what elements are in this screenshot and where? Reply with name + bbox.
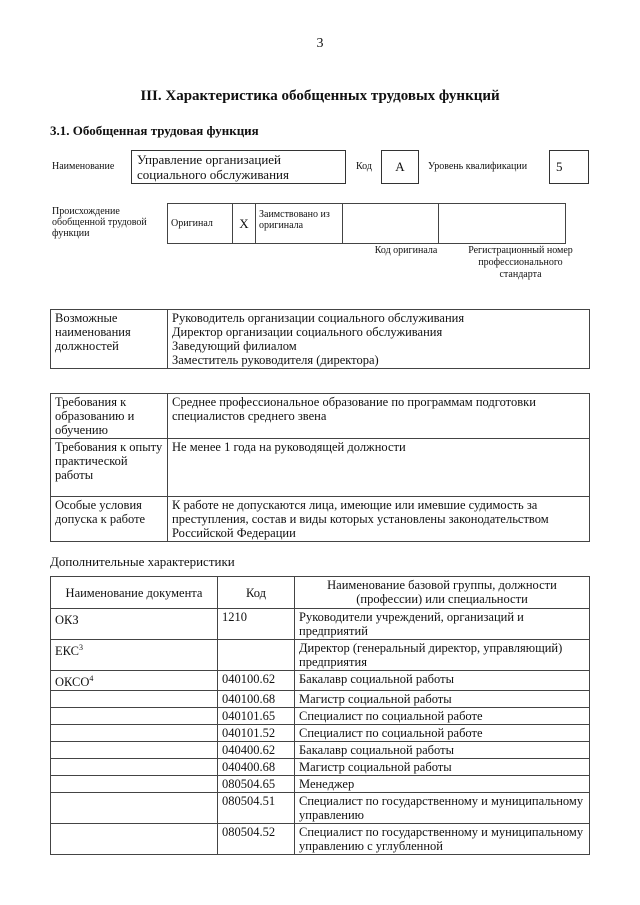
table-row [51, 725, 590, 742]
table-row [51, 759, 590, 776]
row-document [51, 691, 218, 708]
position-item: Руководитель организации социального обслуживания [172, 311, 465, 325]
row-document-text: ЕКС [55, 644, 79, 659]
row-code: 040100.62 [218, 671, 295, 691]
page-number: 3 [316, 36, 324, 51]
registration-number-cell [439, 204, 566, 244]
row-code: 080504.52 [218, 824, 295, 855]
row-document [51, 742, 218, 759]
table-row [51, 671, 590, 691]
row-document [51, 759, 218, 776]
level-value-box: 5 [549, 150, 589, 184]
additional-table [50, 576, 590, 855]
row-document-text: ОКСО [55, 675, 90, 690]
experience-label: Требования к опыту практической работы [51, 439, 168, 497]
row-code: 080504.51 [218, 793, 295, 824]
table-row [51, 824, 590, 855]
subsection-title: 3.1. Обобщенная трудовая функция [50, 123, 259, 138]
row-name: Руководители учреждений, организаций и предприятий [295, 609, 590, 640]
row-name: Специалист по государственному и муниципальному управлению с углубленной [295, 824, 590, 855]
table-row [51, 691, 590, 708]
level-label: Уровень квалификации [428, 161, 528, 172]
row-document [51, 609, 218, 640]
footnote-ref: 3 [79, 643, 83, 652]
row-document [51, 671, 218, 691]
borrowed-label: Заимствовано из оригинала [256, 204, 343, 244]
experience-value: Не менее 1 года на руководящей должности [168, 439, 590, 497]
row-name: Бакалавр социальной работы [295, 742, 590, 759]
row-document [51, 824, 218, 855]
table-row [51, 742, 590, 759]
table-row [51, 609, 590, 640]
code-label: Код [356, 161, 372, 172]
footnote-ref: 4 [89, 674, 94, 683]
row-code: 040101.52 [218, 725, 295, 742]
code-caption: Код оригинала [374, 245, 438, 256]
row-code [218, 640, 295, 671]
row-name: Бакалавр социальной работы [295, 671, 590, 691]
row-code: 080504.65 [218, 776, 295, 793]
header-name: Наименование базовой группы, должности (профессии) или специальности [295, 577, 590, 609]
admission-value: К работе не допускаются лица, имеющие или имевшие судимость за преступления, состав и виды которых установлены законодательством Российской Федерации [168, 497, 590, 542]
header-document: Наименование документа [51, 577, 218, 609]
origin-label: Происхождение обобщенной трудовой функции [52, 206, 147, 239]
admission-label: Особые условия допуска к работе [51, 497, 168, 542]
row-code: 040101.65 [218, 708, 295, 725]
row-document [51, 776, 218, 793]
name-label: Наименование [52, 161, 115, 172]
row-name: Директор (генеральный директор, управляющий) предприятия [295, 640, 590, 671]
row-document-text: ОКЗ [55, 613, 79, 628]
requirements-table [50, 393, 590, 542]
education-label: Требования к образованию и обучению [51, 394, 168, 439]
row-code: 040400.62 [218, 742, 295, 759]
original-code-cell [343, 204, 439, 244]
positions-list [168, 310, 590, 369]
row-code: 040400.68 [218, 759, 295, 776]
row-name: Специалист по государственному и муниципальному управлению [295, 793, 590, 824]
row-name: Магистр социальной работы [295, 691, 590, 708]
position-item: Директор организации социального обслуживания [172, 325, 443, 339]
table-row [51, 640, 590, 671]
row-name: Специалист по социальной работе [295, 708, 590, 725]
positions-table [50, 309, 590, 369]
code-value-box: А [381, 150, 419, 184]
origin-table [167, 203, 566, 244]
row-document [51, 708, 218, 725]
position-item: Заместитель руководителя (директора) [172, 353, 379, 367]
original-mark: X [233, 204, 256, 244]
positions-label: Возможные наименования должностей [51, 310, 168, 369]
row-name: Магистр социальной работы [295, 759, 590, 776]
row-document [51, 793, 218, 824]
function-name-box: Управление организацией социального обслуживания [131, 150, 346, 184]
additional-title: Дополнительные характеристики [50, 554, 235, 569]
row-name: Менеджер [295, 776, 590, 793]
header-code: Код [218, 577, 295, 609]
table-row [51, 708, 590, 725]
row-document [51, 725, 218, 742]
row-document [51, 640, 218, 671]
education-value: Среднее профессиональное образование по программам подготовки специалистов среднего звена [168, 394, 590, 439]
section-title: III. Характеристика обобщенных трудовых функций [140, 88, 500, 104]
table-row [51, 793, 590, 824]
row-code: 1210 [218, 609, 295, 640]
position-item: Заведующий филиалом [172, 339, 297, 353]
table-row [51, 776, 590, 793]
row-name: Специалист по социальной работе [295, 725, 590, 742]
registration-caption: Регистрационный номер профессионального стандарта [468, 245, 573, 280]
original-label: Оригинал [168, 204, 233, 244]
row-code: 040100.68 [218, 691, 295, 708]
